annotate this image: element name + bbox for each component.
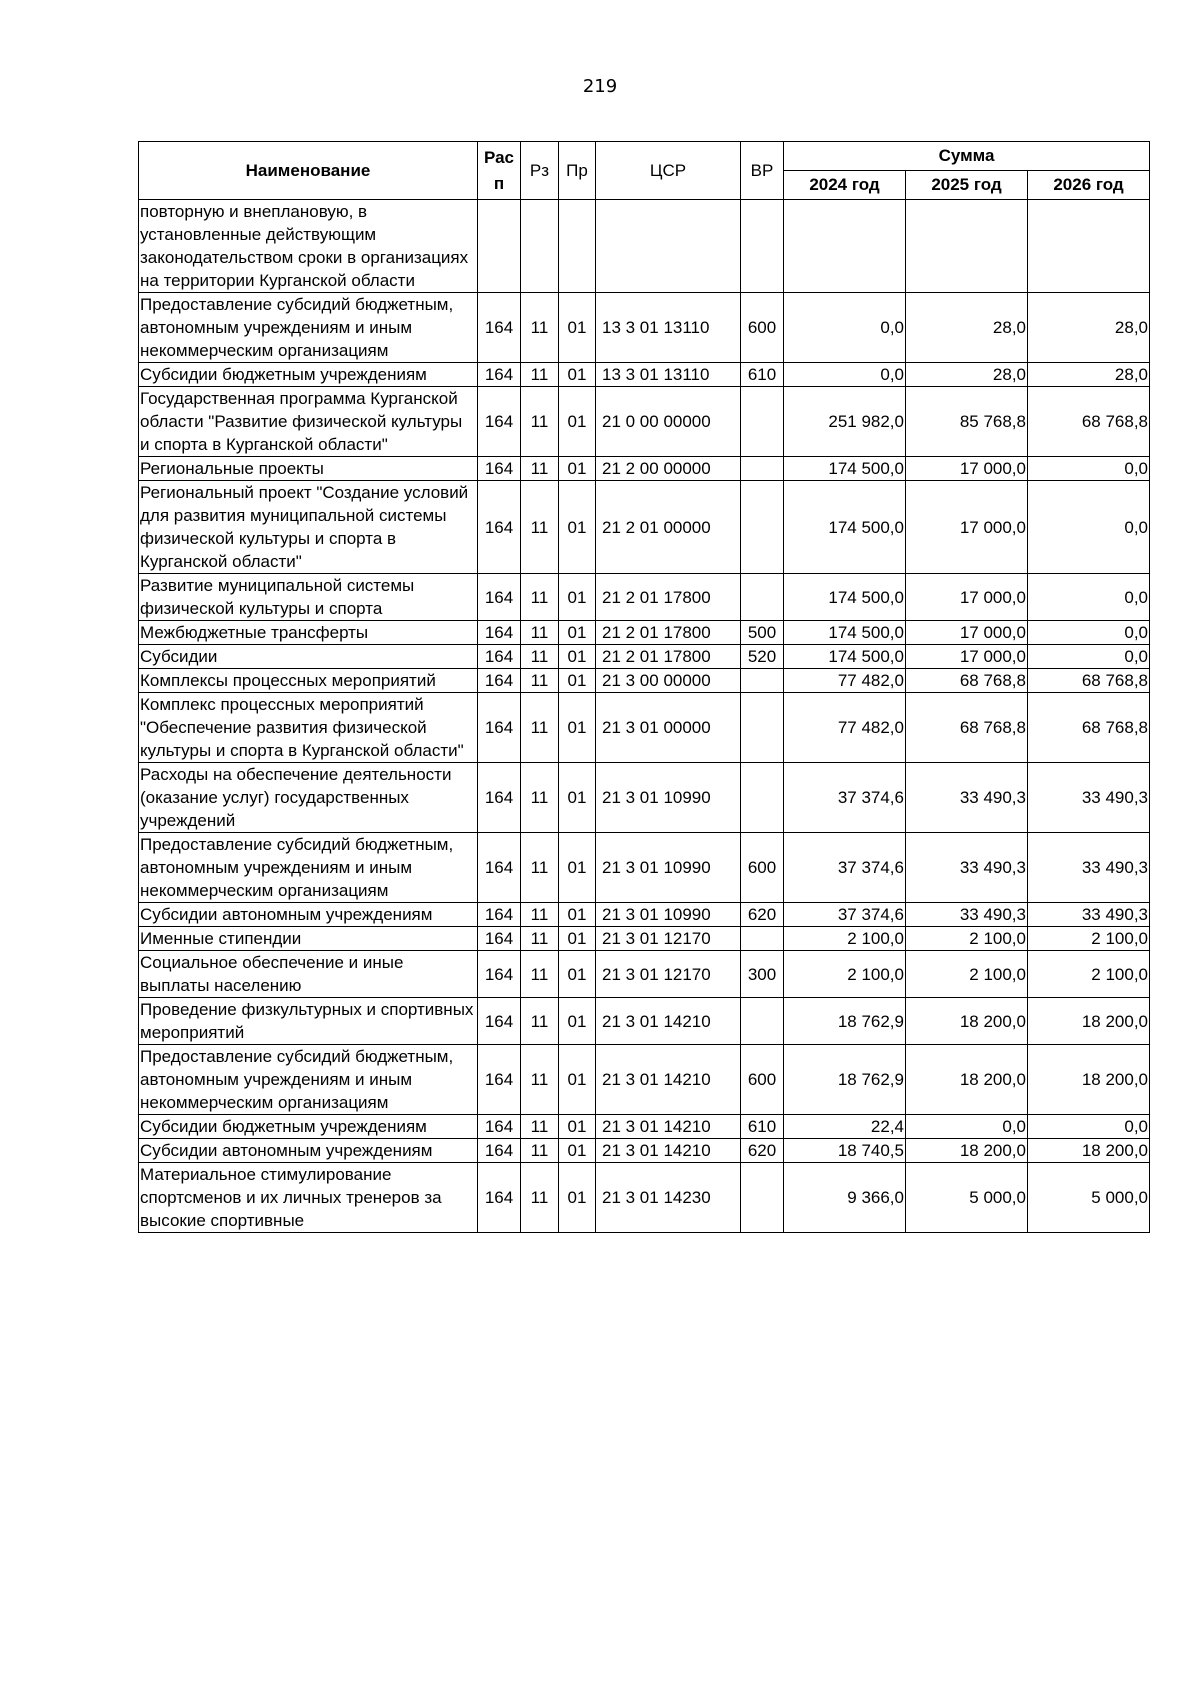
cell-vr: 600 — [741, 833, 784, 903]
cell-2026: 18 200,0 — [1028, 1139, 1150, 1163]
cell-vr: 600 — [741, 1045, 784, 1115]
cell-pr: 01 — [559, 998, 596, 1045]
budget-table — [138, 141, 1150, 1233]
cell-2026: 2 100,0 — [1028, 951, 1150, 998]
cell-csr: 21 3 01 12170 — [596, 951, 741, 998]
cell-name: Предоставление субсидий бюджетным, автономным учреждениям и иным некоммерческим организациям — [139, 293, 478, 363]
table-row — [139, 457, 1150, 481]
table-row — [139, 833, 1150, 903]
cell-2025: 0,0 — [906, 1115, 1028, 1139]
cell-csr: 21 3 01 10990 — [596, 763, 741, 833]
cell-pr: 01 — [559, 645, 596, 669]
cell-name: Региональный проект "Создание условий для развития муниципальной системы физической культуры и спорта в Курганской области" — [139, 481, 478, 574]
cell-2026: 68 768,8 — [1028, 669, 1150, 693]
cell-vr — [741, 387, 784, 457]
header-rz: Рз — [521, 142, 559, 200]
cell-csr: 21 3 01 14210 — [596, 1115, 741, 1139]
cell-csr: 21 2 01 17800 — [596, 574, 741, 621]
cell-pr: 01 — [559, 1045, 596, 1115]
table-row — [139, 1115, 1150, 1139]
cell-pr: 01 — [559, 621, 596, 645]
cell-rz: 11 — [521, 481, 559, 574]
cell-2024: 77 482,0 — [784, 669, 906, 693]
cell-2025: 18 200,0 — [906, 1045, 1028, 1115]
cell-vr — [741, 481, 784, 574]
header-pr: Пр — [559, 142, 596, 200]
cell-2024: 18 762,9 — [784, 998, 906, 1045]
cell-rz: 11 — [521, 293, 559, 363]
cell-2024: 77 482,0 — [784, 693, 906, 763]
cell-csr: 21 3 01 12170 — [596, 927, 741, 951]
cell-csr: 21 3 01 10990 — [596, 833, 741, 903]
cell-rz: 11 — [521, 903, 559, 927]
cell-2024: 18 762,9 — [784, 1045, 906, 1115]
cell-name: Субсидии автономным учреждениям — [139, 1139, 478, 1163]
cell-pr: 01 — [559, 1139, 596, 1163]
header-sum: Сумма — [784, 142, 1150, 171]
cell-rz: 11 — [521, 669, 559, 693]
cell-pr: 01 — [559, 927, 596, 951]
cell-csr: 13 3 01 13110 — [596, 363, 741, 387]
cell-2025: 18 200,0 — [906, 1139, 1028, 1163]
cell-name: Субсидии бюджетным учреждениям — [139, 1115, 478, 1139]
cell-2025: 17 000,0 — [906, 621, 1028, 645]
cell-2025: 33 490,3 — [906, 763, 1028, 833]
cell-vr: 620 — [741, 903, 784, 927]
cell-rasp: 164 — [478, 833, 521, 903]
cell-vr: 500 — [741, 621, 784, 645]
cell-name: повторную и внеплановую, в установленные действующим законодательством сроки в организациях на территории Курганской области — [139, 200, 478, 293]
cell-2024 — [784, 200, 906, 293]
cell-rz: 11 — [521, 1163, 559, 1233]
cell-2024: 251 982,0 — [784, 387, 906, 457]
cell-pr: 01 — [559, 763, 596, 833]
cell-csr: 21 0 00 00000 — [596, 387, 741, 457]
cell-2026: 0,0 — [1028, 621, 1150, 645]
cell-name: Именные стипендии — [139, 927, 478, 951]
cell-csr: 13 3 01 13110 — [596, 293, 741, 363]
table-header — [139, 142, 1150, 200]
cell-csr: 21 3 01 10990 — [596, 903, 741, 927]
table-row — [139, 200, 1150, 293]
cell-rasp: 164 — [478, 293, 521, 363]
cell-csr: 21 2 01 17800 — [596, 621, 741, 645]
cell-2026: 18 200,0 — [1028, 998, 1150, 1045]
cell-vr — [741, 927, 784, 951]
cell-rz: 11 — [521, 457, 559, 481]
cell-pr: 01 — [559, 669, 596, 693]
cell-2025: 33 490,3 — [906, 903, 1028, 927]
cell-name: Комплексы процессных мероприятий — [139, 669, 478, 693]
cell-csr: 21 2 01 17800 — [596, 645, 741, 669]
table-row — [139, 1139, 1150, 1163]
cell-2024: 2 100,0 — [784, 927, 906, 951]
cell-rasp: 164 — [478, 574, 521, 621]
cell-2025: 68 768,8 — [906, 669, 1028, 693]
cell-name: Предоставление субсидий бюджетным, автономным учреждениям и иным некоммерческим организациям — [139, 833, 478, 903]
cell-rasp: 164 — [478, 363, 521, 387]
cell-csr: 21 2 00 00000 — [596, 457, 741, 481]
table-row — [139, 669, 1150, 693]
cell-rasp: 164 — [478, 1139, 521, 1163]
cell-pr: 01 — [559, 387, 596, 457]
cell-rz — [521, 200, 559, 293]
table-body — [139, 200, 1150, 1233]
cell-rasp: 164 — [478, 927, 521, 951]
header-vr: ВР — [741, 142, 784, 200]
cell-rasp: 164 — [478, 645, 521, 669]
cell-2025: 17 000,0 — [906, 574, 1028, 621]
cell-pr: 01 — [559, 481, 596, 574]
cell-csr: 21 3 00 00000 — [596, 669, 741, 693]
table-row — [139, 645, 1150, 669]
cell-2024: 37 374,6 — [784, 763, 906, 833]
cell-2024: 2 100,0 — [784, 951, 906, 998]
cell-2025: 17 000,0 — [906, 457, 1028, 481]
cell-name: Субсидии бюджетным учреждениям — [139, 363, 478, 387]
cell-rasp: 164 — [478, 481, 521, 574]
cell-rz: 11 — [521, 927, 559, 951]
cell-2026: 0,0 — [1028, 481, 1150, 574]
cell-name: Комплекс процессных мероприятий "Обеспечение развития физической культуры и спорта в Курганской области" — [139, 693, 478, 763]
cell-pr: 01 — [559, 457, 596, 481]
cell-2025: 17 000,0 — [906, 481, 1028, 574]
cell-rz: 11 — [521, 1139, 559, 1163]
cell-2026: 33 490,3 — [1028, 833, 1150, 903]
cell-rasp: 164 — [478, 621, 521, 645]
cell-pr: 01 — [559, 693, 596, 763]
cell-2024: 9 366,0 — [784, 1163, 906, 1233]
cell-2026: 5 000,0 — [1028, 1163, 1150, 1233]
cell-pr: 01 — [559, 293, 596, 363]
cell-name: Государственная программа Курганской области "Развитие физической культуры и спорта в Курганской области" — [139, 387, 478, 457]
table-row — [139, 927, 1150, 951]
cell-name: Региональные проекты — [139, 457, 478, 481]
cell-2025: 28,0 — [906, 293, 1028, 363]
cell-vr: 600 — [741, 293, 784, 363]
cell-pr: 01 — [559, 903, 596, 927]
cell-rasp: 164 — [478, 951, 521, 998]
cell-2026: 0,0 — [1028, 457, 1150, 481]
cell-csr: 21 2 01 00000 — [596, 481, 741, 574]
header-2025: 2025 год — [906, 171, 1028, 200]
cell-2024: 37 374,6 — [784, 833, 906, 903]
cell-2025: 33 490,3 — [906, 833, 1028, 903]
cell-vr — [741, 998, 784, 1045]
cell-csr: 21 3 01 14230 — [596, 1163, 741, 1233]
cell-vr — [741, 200, 784, 293]
cell-2024: 37 374,6 — [784, 903, 906, 927]
cell-2024: 174 500,0 — [784, 481, 906, 574]
cell-rz: 11 — [521, 833, 559, 903]
cell-vr — [741, 457, 784, 481]
cell-rz: 11 — [521, 387, 559, 457]
table-row — [139, 951, 1150, 998]
cell-2025 — [906, 200, 1028, 293]
table-row — [139, 903, 1150, 927]
cell-2026: 68 768,8 — [1028, 387, 1150, 457]
cell-2026: 33 490,3 — [1028, 903, 1150, 927]
header-rasp: Рас п — [478, 142, 521, 200]
cell-2024: 174 500,0 — [784, 621, 906, 645]
cell-rasp: 164 — [478, 1045, 521, 1115]
cell-vr: 300 — [741, 951, 784, 998]
cell-vr: 520 — [741, 645, 784, 669]
cell-2025: 85 768,8 — [906, 387, 1028, 457]
cell-2026: 18 200,0 — [1028, 1045, 1150, 1115]
cell-csr: 21 3 01 00000 — [596, 693, 741, 763]
cell-csr: 21 3 01 14210 — [596, 1139, 741, 1163]
table-row — [139, 574, 1150, 621]
cell-name: Проведение физкультурных и спортивных мероприятий — [139, 998, 478, 1045]
cell-rz: 11 — [521, 1045, 559, 1115]
cell-2026: 28,0 — [1028, 363, 1150, 387]
table-row — [139, 363, 1150, 387]
cell-2024: 0,0 — [784, 293, 906, 363]
table-row — [139, 293, 1150, 363]
cell-csr: 21 3 01 14210 — [596, 998, 741, 1045]
cell-rz: 11 — [521, 998, 559, 1045]
table-row — [139, 387, 1150, 457]
cell-2026: 28,0 — [1028, 293, 1150, 363]
cell-rz: 11 — [521, 621, 559, 645]
header-2024: 2024 год — [784, 171, 906, 200]
cell-rasp: 164 — [478, 693, 521, 763]
cell-pr: 01 — [559, 951, 596, 998]
cell-2026: 0,0 — [1028, 1115, 1150, 1139]
cell-rz: 11 — [521, 574, 559, 621]
cell-vr — [741, 1163, 784, 1233]
cell-vr: 610 — [741, 363, 784, 387]
cell-name: Развитие муниципальной системы физической культуры и спорта — [139, 574, 478, 621]
cell-2025: 5 000,0 — [906, 1163, 1028, 1233]
table-row — [139, 621, 1150, 645]
cell-2024: 174 500,0 — [784, 457, 906, 481]
page-number: 219 — [582, 76, 618, 97]
cell-name: Материальное стимулирование спортсменов и их личных тренеров за высокие спортивные — [139, 1163, 478, 1233]
table-row — [139, 1163, 1150, 1233]
cell-rasp: 164 — [478, 998, 521, 1045]
cell-rasp — [478, 200, 521, 293]
header-2026: 2026 год — [1028, 171, 1150, 200]
cell-csr: 21 3 01 14210 — [596, 1045, 741, 1115]
cell-name: Предоставление субсидий бюджетным, автономным учреждениям и иным некоммерческим организациям — [139, 1045, 478, 1115]
cell-2025: 28,0 — [906, 363, 1028, 387]
cell-2026: 68 768,8 — [1028, 693, 1150, 763]
cell-rasp: 164 — [478, 1115, 521, 1139]
cell-rz: 11 — [521, 763, 559, 833]
cell-2026: 2 100,0 — [1028, 927, 1150, 951]
cell-rz: 11 — [521, 363, 559, 387]
cell-2026: 0,0 — [1028, 574, 1150, 621]
cell-csr — [596, 200, 741, 293]
cell-2025: 2 100,0 — [906, 951, 1028, 998]
cell-rz: 11 — [521, 693, 559, 763]
cell-rz: 11 — [521, 645, 559, 669]
cell-pr: 01 — [559, 363, 596, 387]
table-row — [139, 998, 1150, 1045]
cell-rasp: 164 — [478, 387, 521, 457]
header-csr: ЦСР — [596, 142, 741, 200]
cell-2025: 68 768,8 — [906, 693, 1028, 763]
table-row — [139, 481, 1150, 574]
cell-rasp: 164 — [478, 457, 521, 481]
cell-name: Субсидии — [139, 645, 478, 669]
cell-name: Межбюджетные трансферты — [139, 621, 478, 645]
cell-2026: 0,0 — [1028, 645, 1150, 669]
cell-pr: 01 — [559, 833, 596, 903]
table-row — [139, 763, 1150, 833]
cell-2026: 33 490,3 — [1028, 763, 1150, 833]
cell-2026 — [1028, 200, 1150, 293]
cell-2024: 174 500,0 — [784, 574, 906, 621]
cell-pr: 01 — [559, 1163, 596, 1233]
table-row — [139, 693, 1150, 763]
cell-name: Расходы на обеспечение деятельности (оказание услуг) государственных учреждений — [139, 763, 478, 833]
cell-name: Субсидии автономным учреждениям — [139, 903, 478, 927]
cell-vr — [741, 574, 784, 621]
cell-rz: 11 — [521, 1115, 559, 1139]
cell-vr: 610 — [741, 1115, 784, 1139]
cell-vr — [741, 693, 784, 763]
cell-2024: 0,0 — [784, 363, 906, 387]
cell-pr: 01 — [559, 574, 596, 621]
cell-2025: 2 100,0 — [906, 927, 1028, 951]
cell-rasp: 164 — [478, 1163, 521, 1233]
cell-pr: 01 — [559, 1115, 596, 1139]
cell-2024: 18 740,5 — [784, 1139, 906, 1163]
cell-pr — [559, 200, 596, 293]
cell-rasp: 164 — [478, 763, 521, 833]
cell-vr — [741, 763, 784, 833]
cell-2025: 17 000,0 — [906, 645, 1028, 669]
cell-rz: 11 — [521, 951, 559, 998]
cell-2024: 22,4 — [784, 1115, 906, 1139]
cell-name: Социальное обеспечение и иные выплаты населению — [139, 951, 478, 998]
cell-vr — [741, 669, 784, 693]
cell-vr: 620 — [741, 1139, 784, 1163]
cell-rasp: 164 — [478, 669, 521, 693]
cell-rasp: 164 — [478, 903, 521, 927]
header-name: Наименование — [139, 142, 478, 200]
cell-2025: 18 200,0 — [906, 998, 1028, 1045]
table-row — [139, 1045, 1150, 1115]
cell-2024: 174 500,0 — [784, 645, 906, 669]
